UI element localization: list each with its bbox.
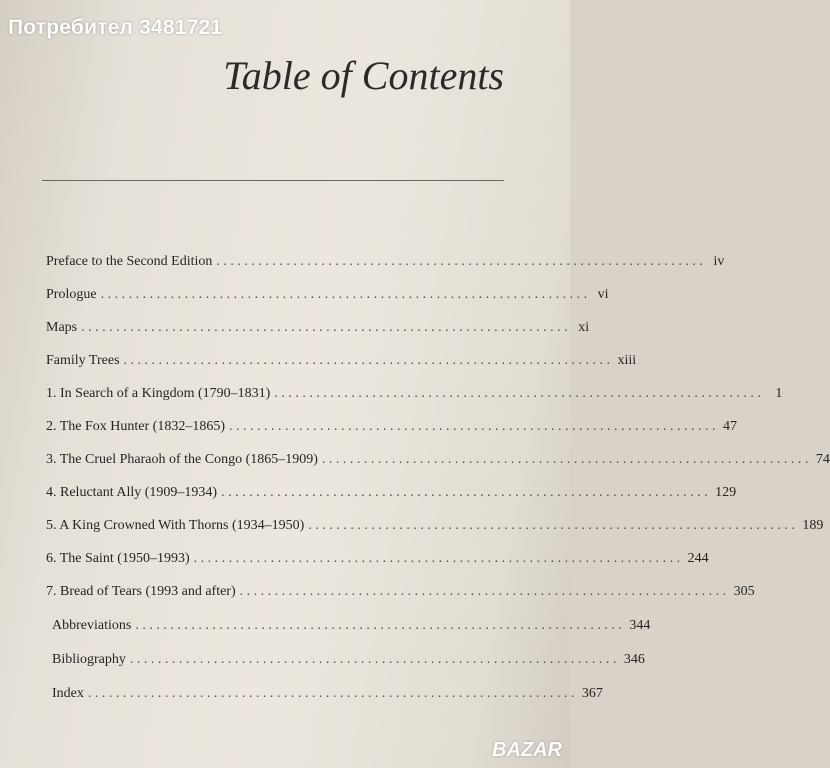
toc-entry-page: xiii [617,353,637,368]
toc-entry [46,287,609,311]
toc-entry [46,584,755,608]
toc-leader-dots: ...................................................................... [87,686,578,701]
toc-entry [46,353,637,377]
toc-entry-page: 346 [623,652,645,667]
toc-leader-dots: ...................................................................... [274,386,765,401]
toc-entry-label: 2. The Fox Hunter (1832–1865) [46,419,225,434]
toc-entry [46,254,725,278]
toc-leader-dots: ...................................................................... [81,320,572,335]
toc-entry-page: vi [597,287,609,302]
toc-entry-label: Preface to the Second Edition [46,254,213,269]
toc-entry-page: 74 [815,452,830,467]
toc-entry-page: 367 [581,686,603,701]
toc-entry-page: 305 [733,584,755,599]
toc-leader-dots: ...................................................................... [216,254,707,269]
toc-entry [46,551,709,575]
toc-entry-label: Abbreviations [52,618,132,633]
toc-entry-page: 189 [802,518,824,533]
toc-entry [46,386,783,410]
bazar-logo-watermark: BAZAR [492,739,562,761]
toc-entry [46,320,590,344]
toc-entry-label: Bibliography [52,652,126,667]
toc-entry [46,485,737,509]
toc-leader-dots: ...................................................................... [129,652,620,667]
toc-entry-label: 4. Reluctant Ally (1909–1934) [46,485,218,500]
toc-entry-label: 6. The Saint (1950–1993) [46,551,190,566]
toc-leader-dots: ...................................................................... [239,584,730,599]
toc-leader-dots: ...................................................................... [100,287,591,302]
toc-entry-label: 3. The Cruel Pharaoh of the Congo (1865–1909) [46,452,318,467]
toc-entry [46,452,830,476]
toc-entry-page: xi [578,320,590,335]
toc-entry [46,419,737,443]
toc-entry-page: iv [713,254,725,269]
toc-entry-page: 1 [775,386,783,401]
toc-entry-page: 47 [723,419,737,434]
toc-entry-label: Maps [46,320,78,335]
toc-entry-label: Prologue [46,287,97,302]
toc-leader-dots: ...................................................................... [229,419,719,434]
toc-entry-label: Index [52,686,84,701]
toc-leader-dots: ...................................................................... [321,452,812,467]
toc-entry [52,652,645,676]
toc-entry [52,686,603,710]
toc-entry-label: 1. In Search of a Kingdom (1790–1831) [46,386,271,401]
toc-entry [46,518,824,542]
user-watermark: Потребител 3481721 [8,16,223,39]
toc-entry-page: 244 [687,551,709,566]
toc-entry-label: 7. Bread of Tears (1993 and after) [46,584,236,599]
toc-leader-dots: ...................................................................... [135,618,626,633]
toc-leader-dots: ...................................................................... [123,353,614,368]
toc-entry-label: 5. A King Crowned With Thorns (1934–1950) [46,518,305,533]
toc-leader-dots: ...................................................................... [221,485,712,500]
toc-entry [52,618,651,642]
toc-entry-page: 129 [715,485,737,500]
toc-entry-label: Family Trees [46,353,120,368]
toc-entry-page: 344 [629,618,651,633]
toc-leader-dots: ...................................................................... [193,551,684,566]
toc-leader-dots: ...................................................................... [308,518,799,533]
page-title: Table of Contents [223,53,504,98]
